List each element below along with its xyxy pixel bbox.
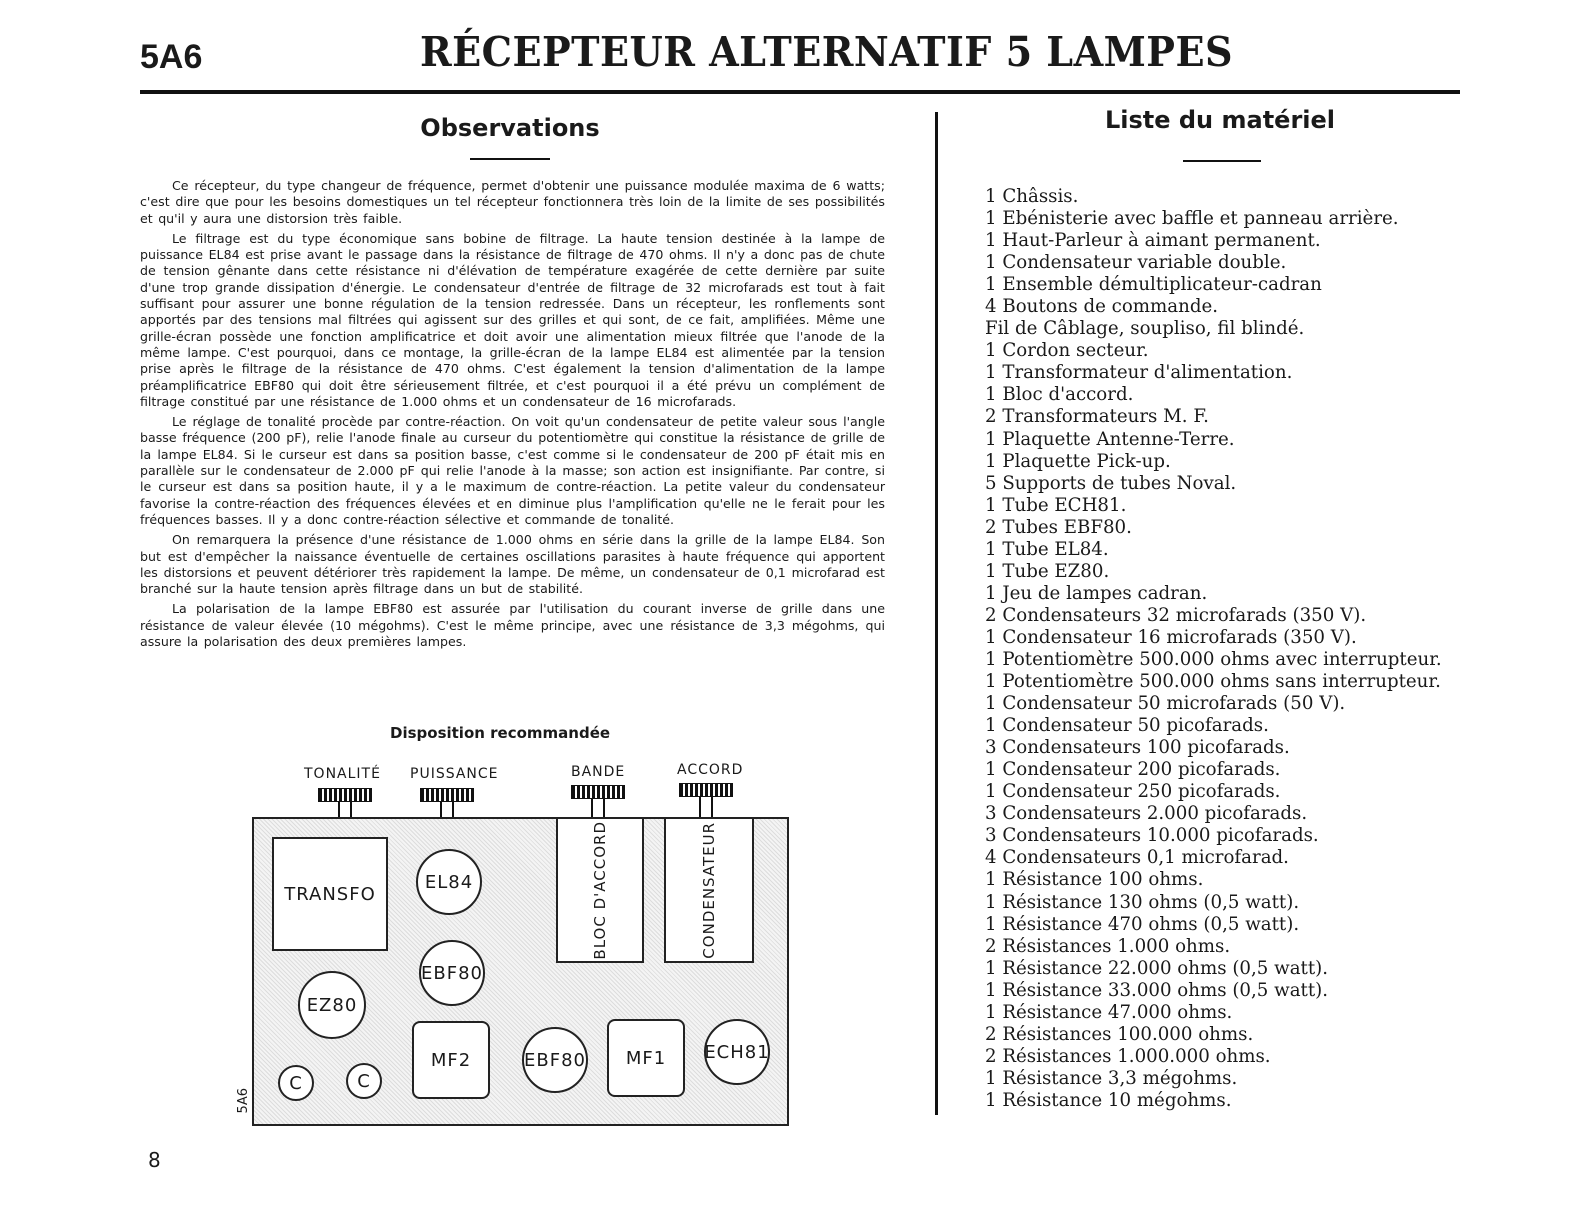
tube-ebf80-2: EBF80 <box>522 1027 588 1093</box>
list-item: 1 Condensateur 16 microfarads (350 V). <box>985 626 1357 648</box>
list-item: 2 Transformateurs M. F. <box>985 406 1209 428</box>
list-item: 1 Tube EL84. <box>985 538 1109 560</box>
mf1-transformer: MF1 <box>607 1019 685 1097</box>
transfo-block: TRANSFO <box>272 837 388 951</box>
list-item: 3 Condensateurs 100 picofarads. <box>985 737 1290 759</box>
capacitor-c1: C <box>278 1065 314 1101</box>
list-item: 2 Résistances 1.000.000 ohms. <box>985 1045 1271 1067</box>
list-item: 1 Résistance 130 ohms (0,5 watt). <box>985 891 1300 913</box>
list-item: 1 Ensemble démultiplicateur-cadran <box>985 274 1322 296</box>
heading-underline <box>470 158 550 160</box>
condensateur-variable <box>664 819 754 963</box>
list-item: 1 Résistance 470 ohms (0,5 watt). <box>985 913 1300 935</box>
tube-el84: EL84 <box>416 849 482 915</box>
paragraph: Ce récepteur, du type changeur de fréquence, permet d'obtenir une puissance modulée maxima de 6 watts; c'est dire que pour les besoins domestiques un tel récepteur fonctionnera très loin de la limite de ses possibilités et qu'il y aura une distorsion très faible. <box>140 178 885 226</box>
list-item: 1 Résistance 33.000 ohms (0,5 watt). <box>985 979 1329 1001</box>
column-divider <box>935 112 938 1115</box>
list-item: 1 Condensateur 250 picofarads. <box>985 781 1281 803</box>
list-item: 5 Supports de tubes Noval. <box>985 472 1237 494</box>
list-item: 2 Condensateurs 32 microfarads (350 V). <box>985 604 1367 626</box>
list-item: 1 Résistance 22.000 ohms (0,5 watt). <box>985 957 1329 979</box>
control-label-puissance: PUISSANCE <box>410 766 499 782</box>
condensateur-label: CONDENSATEUR <box>700 821 718 959</box>
paragraph: On remarquera la présence d'une résistance de 1.000 ohms en série dans la grille de la lampe EL84. Son but est d'empêcher la naissance éventuelle de certaines oscillations parasites à haute fréquence qui apportent les distorsions et peuvent détériorer très rapidement la lampe. De même, un condensateur de 0,1 microfarad est branché sur la haute tension après filtrage dans un but de stabilité. <box>140 532 885 597</box>
materials-heading: Liste du matériel <box>1104 106 1336 134</box>
list-item: 1 Potentiomètre 500.000 ohms avec interrupteur. <box>985 648 1442 670</box>
control-label-tonalite: TONALITÉ <box>304 766 381 782</box>
heading-underline <box>1183 160 1261 162</box>
list-item: Fil de Câblage, soupliso, fil blindé. <box>985 318 1305 340</box>
list-item: 4 Boutons de commande. <box>985 296 1219 318</box>
list-item: 1 Tube ECH81. <box>985 494 1127 516</box>
list-item: 1 Haut-Parleur à aimant permanent. <box>985 230 1321 252</box>
list-item: 1 Résistance 47.000 ohms. <box>985 1001 1233 1023</box>
diagram-code: 5A6 <box>236 1088 251 1114</box>
list-item: 1 Résistance 3,3 mégohms. <box>985 1067 1238 1089</box>
header-rule <box>140 90 1460 94</box>
paragraph: Le filtrage est du type économique sans bobine de filtrage. La haute tension destinée à la lampe de puissance EL84 est prise avant le passage dans la résistance de filtrage de 470 ohms. Il n'y a donc pas de chute de tension gênante dans cette résistance ni d'élévation de température exagérée de cette dernière par suite d'une trop grande dissipation d'énergie. Le condensateur d'entrée de filtrage de 32 microfarads est tout à fait suffisant pour assurer une bonne régulation de la tension redressée. Dans un récepteur, les ronflements sont apportés par des tensions mal filtrées qui agissent sur des grilles et qui sont, de ce fait, amplifiées. Même une grille-écran possède une fonction amplificatrice et doit avoir une alimentation mieux filtrée que l'anode de la même lampe. C'est pourquoi, dans ce montage, la grille-écran de la lampe EL84 est alimentée par la tension prise après le filtrage de la résistance de 470 ohms. C'est également la tension d'alimentation de la lampe préamplificatrice EBF80 qui doit être sérieusement filtrée, et c'est pourquoi il a été prévu un complément de filtrage constitué par une résistance de 1.000 ohms et un condensateur de 16 microfarads. <box>140 230 885 409</box>
list-item: 1 Plaquette Antenne-Terre. <box>985 428 1235 450</box>
mf2-transformer: MF2 <box>412 1021 490 1099</box>
control-label-accord: ACCORD <box>677 762 744 778</box>
paragraph: La polarisation de la lampe EBF80 est assurée par l'utilisation du courant inverse de grille dans une résistance de valeur élevée (10 mégohms). C'est le même principe, avec une résistance de 3,3 mégohms, qui assure la polarisation des deux premières lampes. <box>140 601 885 650</box>
paragraph: Le réglage de tonalité procède par contre-réaction. On voit qu'un condensateur de petite valeur sous l'angle basse fréquence (200 pF), relie l'anode finale au curseur du potentiomètre qui constitue la résistance de grille de la lampe EL84. Si le curseur est dans sa position basse, c'est comme si le condensateur de 200 pF était mis en parallèle sur le condensateur de 2.000 pF qui relie l'anode à la masse; son action est insignifiante. Par contre, si le curseur est dans sa position haute, il y a le maximum de contre-réaction. La petite valeur du condensateur favorise la contre-réaction des fréquences élevées et en diminue plus l'amplification qu'elle ne le ferait pour les fréquences basses. Il y a donc contre-réaction sélective et commande de tonalité. <box>140 414 885 527</box>
list-item: 1 Condensateur 50 picofarads. <box>985 715 1269 737</box>
bloc-label: BLOC D'ACCORD <box>591 820 609 960</box>
list-item: 2 Tubes EBF80. <box>985 516 1132 538</box>
materials-list <box>985 186 1485 1112</box>
tube-ech81: ECH81 <box>704 1019 770 1085</box>
knob-icon <box>679 783 733 797</box>
list-item: 1 Condensateur 50 microfarads (50 V). <box>985 693 1346 715</box>
chassis-layout <box>252 817 789 1126</box>
list-item: 1 Tube EZ80. <box>985 560 1110 582</box>
bloc-accord <box>556 819 644 963</box>
list-item: 1 Condensateur variable double. <box>985 252 1287 274</box>
list-item: 3 Condensateurs 2.000 picofarads. <box>985 803 1308 825</box>
knob-icon <box>571 785 625 799</box>
list-item: 1 Plaquette Pick-up. <box>985 450 1171 472</box>
page-number: 8 <box>148 1148 161 1172</box>
knob-icon <box>420 788 474 802</box>
page-title: RÉCEPTEUR ALTERNATIF 5 LAMPES <box>420 28 1233 76</box>
diagram-heading: Disposition recommandée <box>390 724 611 742</box>
list-item: 3 Condensateurs 10.000 picofarads. <box>985 825 1319 847</box>
list-item: 2 Résistances 1.000 ohms. <box>985 935 1231 957</box>
knob-icon <box>318 788 372 802</box>
observations-heading: Observations <box>420 114 600 142</box>
list-item: 2 Résistances 100.000 ohms. <box>985 1023 1254 1045</box>
list-item: 1 Cordon secteur. <box>985 340 1149 362</box>
capacitor-c2: C <box>346 1063 382 1099</box>
list-item: 1 Potentiomètre 500.000 ohms sans interrupteur. <box>985 671 1441 693</box>
list-item: 1 Résistance 10 mégohms. <box>985 1089 1232 1111</box>
observations-text <box>140 178 885 654</box>
shaft <box>699 796 713 818</box>
list-item: 1 Châssis. <box>985 186 1079 207</box>
list-item: 1 Ebénisterie avec baffle et panneau arrière. <box>985 208 1399 230</box>
list-item: 1 Bloc d'accord. <box>985 384 1134 406</box>
tube-ebf80: EBF80 <box>419 940 485 1006</box>
tube-ez80: EZ80 <box>298 971 366 1039</box>
list-item: 1 Résistance 100 ohms. <box>985 869 1204 891</box>
list-item: 4 Condensateurs 0,1 microfarad. <box>985 847 1289 869</box>
list-item: 1 Condensateur 200 picofarads. <box>985 759 1281 781</box>
list-item: 1 Transformateur d'alimentation. <box>985 362 1293 384</box>
document-code: 5A6 <box>140 38 203 76</box>
control-label-bande: BANDE <box>571 764 626 780</box>
list-item: 1 Jeu de lampes cadran. <box>985 582 1208 604</box>
